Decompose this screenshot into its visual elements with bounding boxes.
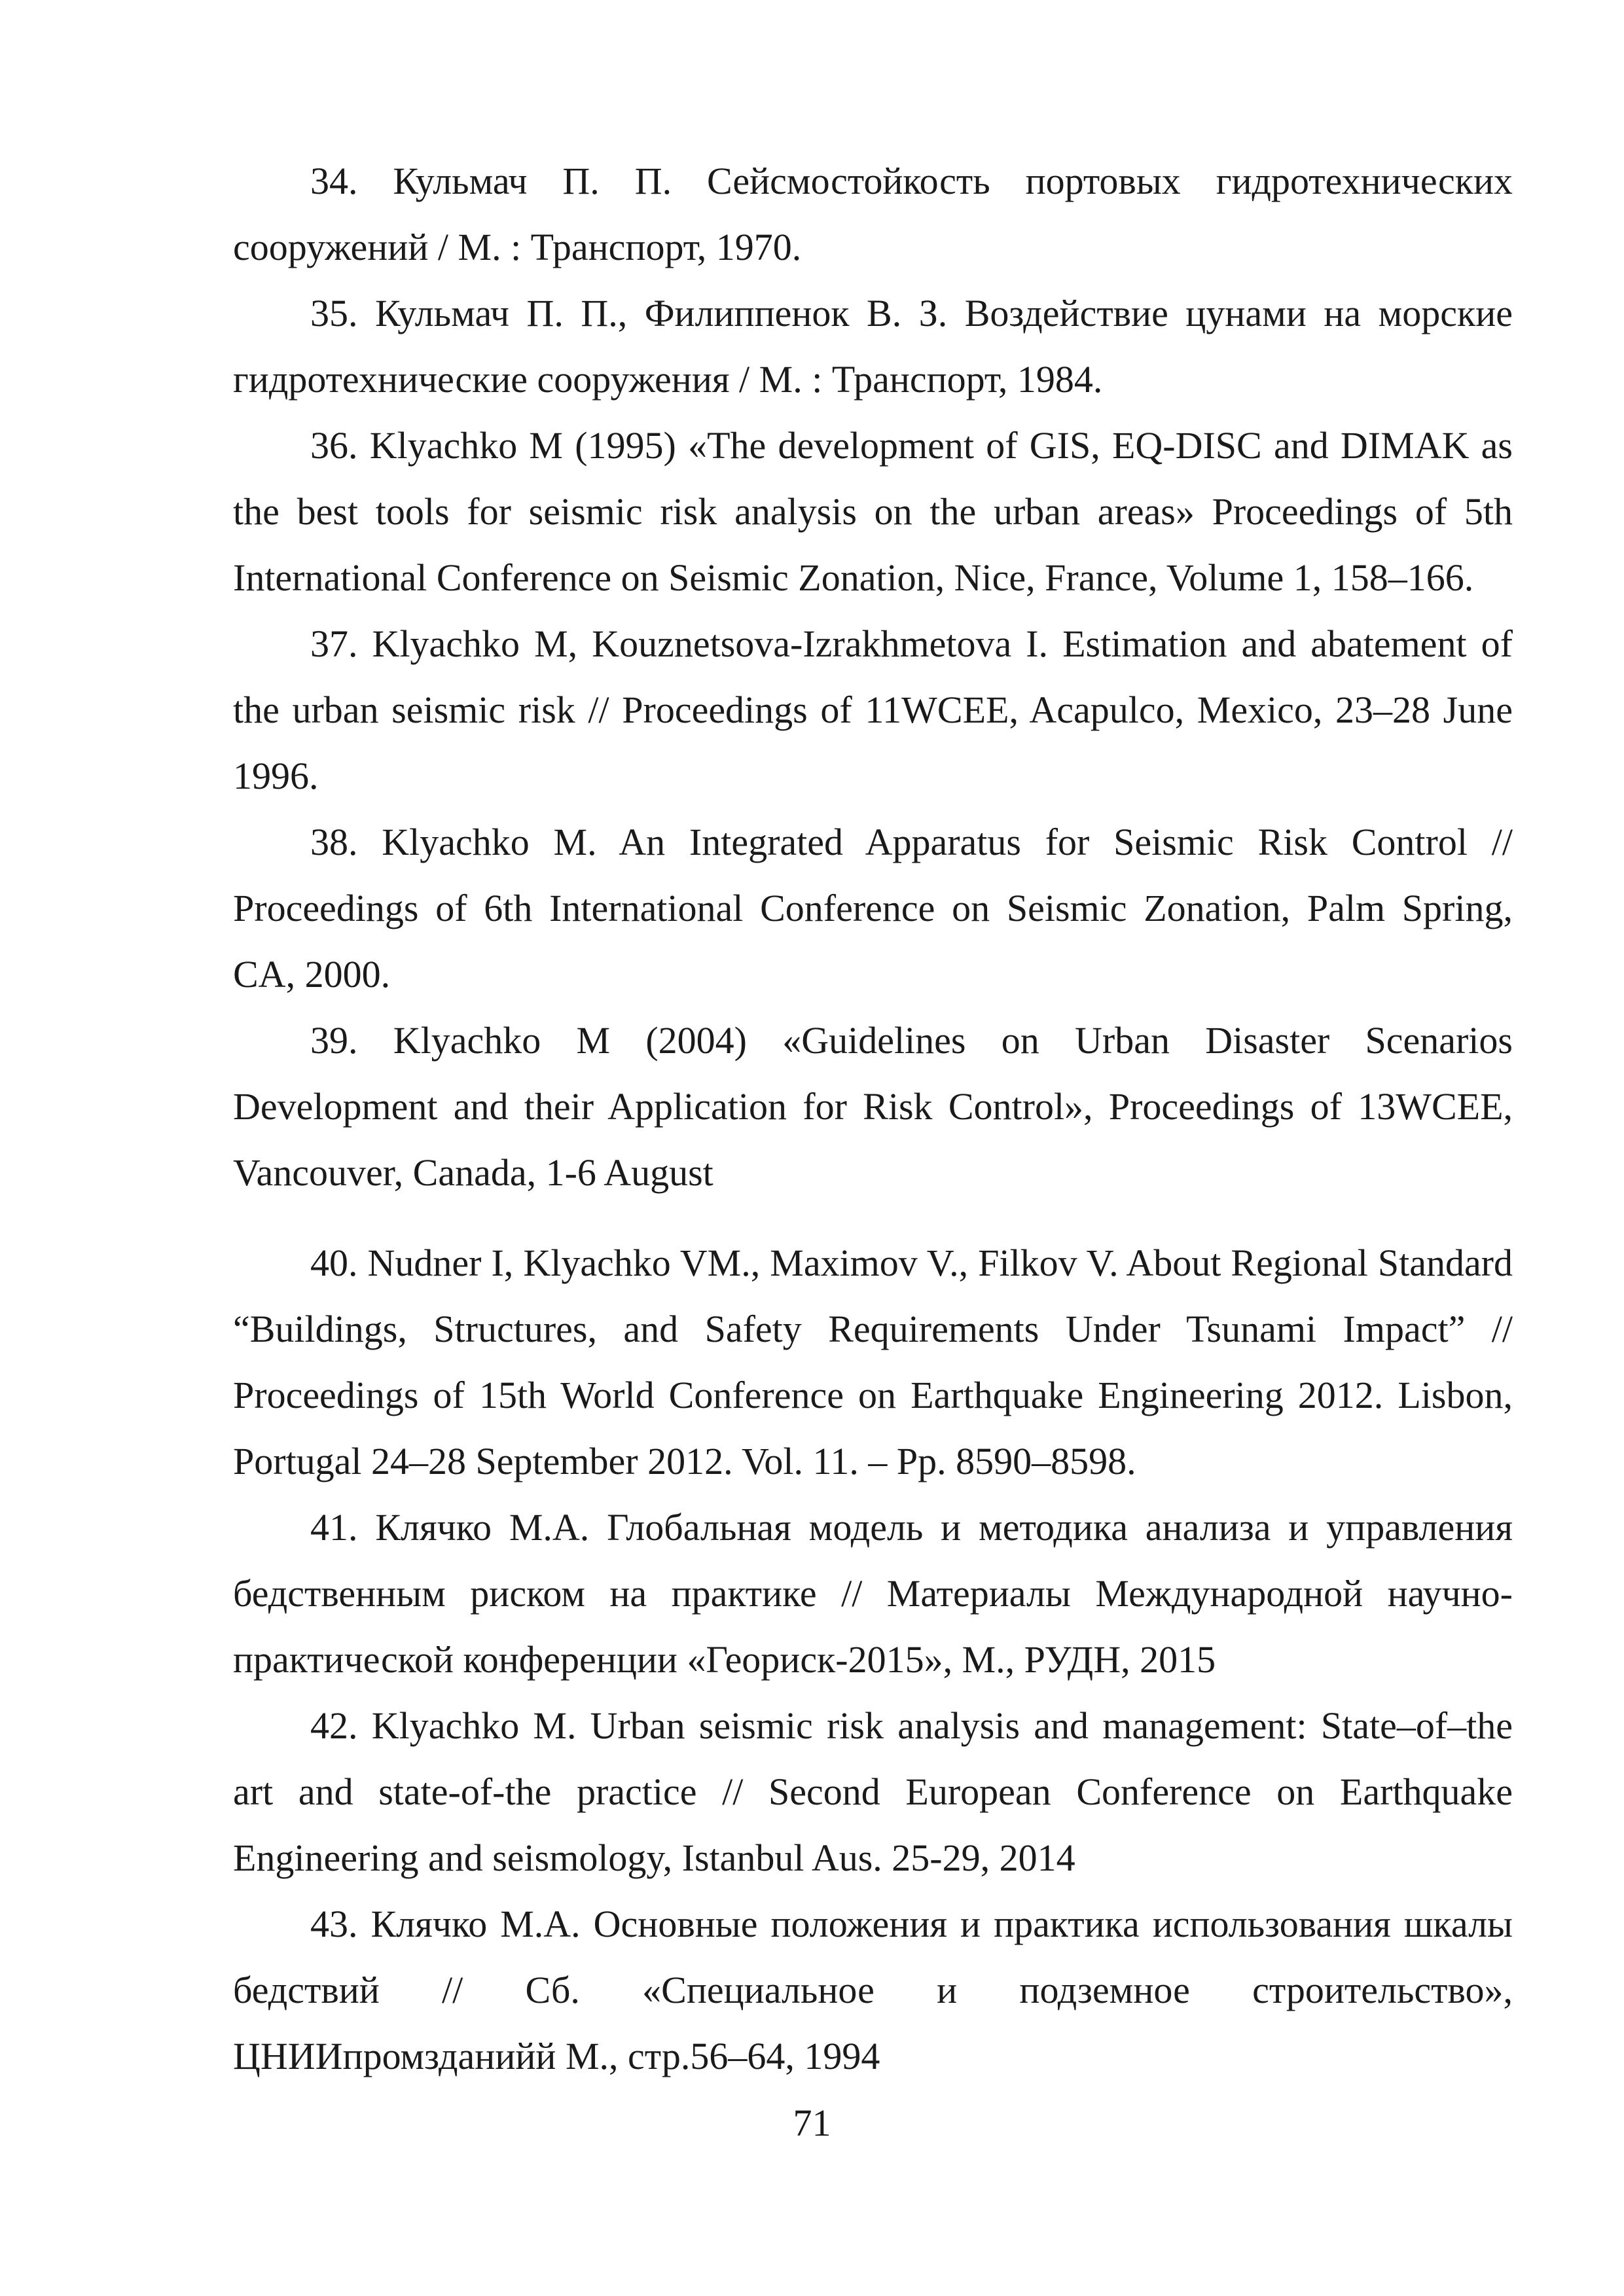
reference-item-35: 35. Кульмач П. П., Филиппенок В. З. Воздействие цунами на морские гидротехнические сооружения / М. : Транспорт, 1984. [233, 292, 1513, 401]
reference-list [233, 148, 1513, 2089]
reference-item-37: 37. Klyachko M, Kouznetsova-Izrakhmetova I. Estimation and abatement of the urban seismic risk // Proceedings of 11WCEE, Acapulco, Mexico, 23–28 June 1996. [233, 622, 1513, 797]
reference-item-39: 39. Klyachko M (2004) «Guidelines on Urban Disaster Scenarios Development and their Application for Risk Control», Proceedings of 13WCEE, Vancouver, Canada, 1-6 August [233, 1019, 1513, 1194]
reference-item-38: 38. Klyachko M. An Integrated Apparatus for Seismic Risk Control // Proceedings of 6th International Conference on Seismic Zonation, Palm Spring, CA, 2000. [233, 821, 1513, 996]
reference-item-42: 42. Klyachko M. Urban seismic risk analysis and management: State–of–the art and state-of-the practice // Second European Conference on Earthquake Engineering and seismology, Istanbul Aus. 25-29, 2014 [233, 1704, 1513, 1879]
reference-item-43: 43. Клячко М.А. Основные положения и практика использования шкалы бедствий // Сб. «Специальное и подземное строительство», ЦНИИпромзданийй М., стр.56–64, 1994 [233, 1903, 1513, 2077]
reference-item-40: 40. Nudner I, Klyachko VM., Maximov V., Filkov V. About Regional Standard “Buildings, Structures, and Safety Requirements Under Tsunami Impact” // Proceedings of 15th World Conference on Earthquake Engineering 2012. Lisbon, Portugal 24–28 September 2012. Vol. 11. – Pp. 8590–8598. [233, 1242, 1513, 1482]
reference-item-34: 34. Кульмач П. П. Сейсмостойкость портовых гидротехнических сооружений / М. : Транспорт, 1970. [233, 160, 1513, 268]
page-number: 71 [793, 2102, 831, 2144]
reference-item-41: 41. Клячко М.А. Глобальная модель и методика анализа и управления бедственным риском на практике // Материалы Международной научно-практической конференции «Геориск-2015», М., РУДН, 2015 [233, 1506, 1513, 1681]
reference-item-36: 36. Klyachko M (1995) «The development of GIS, EQ-DISC and DIMAK as the best tools for seismic risk analysis on the urban areas» Proceedings of 5th International Conference on Seismic Zonation, Nice, France, Volume 1, 158–166. [233, 424, 1513, 599]
